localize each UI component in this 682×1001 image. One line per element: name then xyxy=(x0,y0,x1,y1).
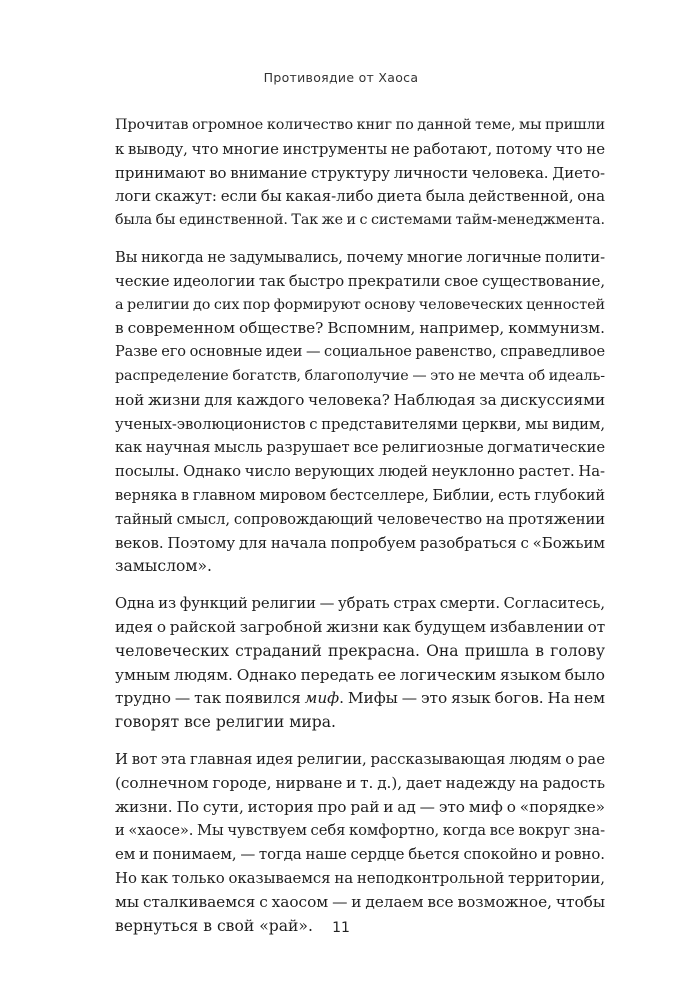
text-line: Вы никогда не задумывались, почему многие логичные полити- xyxy=(115,248,605,266)
text-line: ческие идеологии так быстро прекратили свое существование, xyxy=(115,272,605,290)
page-number: 11 xyxy=(332,920,350,936)
text-line: замыслом». xyxy=(115,557,212,576)
text-line: (солнечном городе, нирване и т. д.), дает надежду на радость xyxy=(115,773,605,792)
text-line: ем и понимаем, — тогда наше сердце бьется спокойно и ровно. xyxy=(115,845,605,864)
text-line-with-emphasis xyxy=(115,687,605,711)
text-line: к выводу, что многие инструменты не работают, потому что не xyxy=(115,139,605,158)
line-segment: . Мифы — это язык богов. На нем xyxy=(339,689,605,708)
text-line: а религии до сих пор формируют основу человеческих ценностей xyxy=(115,296,605,313)
line-segment: трудно — так появился xyxy=(115,689,305,708)
emphasized-word: миф xyxy=(304,689,340,708)
text-line: человеческих страданий прекрасна. Она пришла в голову xyxy=(115,641,605,660)
text-line: ной жизни для каждого человека? Наблюдая за дискуссиями xyxy=(115,390,606,409)
text-line: умным людям. Однако передать ее логическим языком было xyxy=(115,665,605,684)
text-line: посылы. Однако число верующих людей неуклонно растет. На- xyxy=(115,463,605,481)
text-line: логи скажут: если бы какая-либо диета была действенной, она xyxy=(115,187,605,206)
paragraph xyxy=(115,246,605,579)
text-line: и «хаосе». Мы чувствуем себя комфортно, когда все вокруг зна- xyxy=(115,822,605,840)
text-line: верняка в главном мировом бестселлере, Библии, есть глубокий xyxy=(115,486,605,504)
text-line: Прочитав огромное количество книг по данной теме, мы пришли xyxy=(115,117,605,133)
text-line: распределение богатств, благополучие — это не мечта об идеаль- xyxy=(115,367,605,384)
text-line: мы сталкиваемся с хаосом — и делаем все возможное, чтобы xyxy=(115,892,605,911)
text-line: тайный смысл, сопровождающий человечество на протяжении xyxy=(115,510,605,528)
running-head: Противоядие от Хаоса xyxy=(263,70,419,85)
text-line: И вот эта главная идея религии, рассказывающая людям о рае xyxy=(115,749,605,768)
text-line: вернуться в свой «рай». xyxy=(115,916,313,935)
text-line: жизни. По сути, история про рай и ад — это миф о «порядке» xyxy=(115,797,605,816)
text-line: говорят все религии мира. xyxy=(115,713,337,732)
text-line: была бы единственной. Так же и с системами тайм-менеджмента. xyxy=(115,212,605,229)
text-line: принимают во внимание структуру личности человека. Дието- xyxy=(115,163,605,182)
paragraph xyxy=(115,114,605,233)
text-line: ученых-эволюционистов с представителями церкви, мы видим, xyxy=(115,415,605,433)
text-line: как научная мысль разрушает все религиозные догматические xyxy=(115,439,605,457)
text-line: Но как только оказываемся на неподконтрольной территории, xyxy=(115,868,605,887)
body-text xyxy=(115,114,605,951)
paragraph xyxy=(115,748,605,938)
text-line: идея о райской загробной жизни как будущем избавлении от xyxy=(115,617,606,636)
text-line: в современном обществе? Вспомним, например, коммунизм. xyxy=(115,319,605,338)
paragraph xyxy=(115,592,605,735)
text-line: Разве его основные идеи — социальное равенство, справедливое xyxy=(115,344,605,361)
text-line: Одна из функций религии — убрать страх смерти. Согласитесь, xyxy=(115,595,605,613)
text-line: веков. Поэтому для начала попробуем разобраться с «Божьим xyxy=(115,533,605,552)
